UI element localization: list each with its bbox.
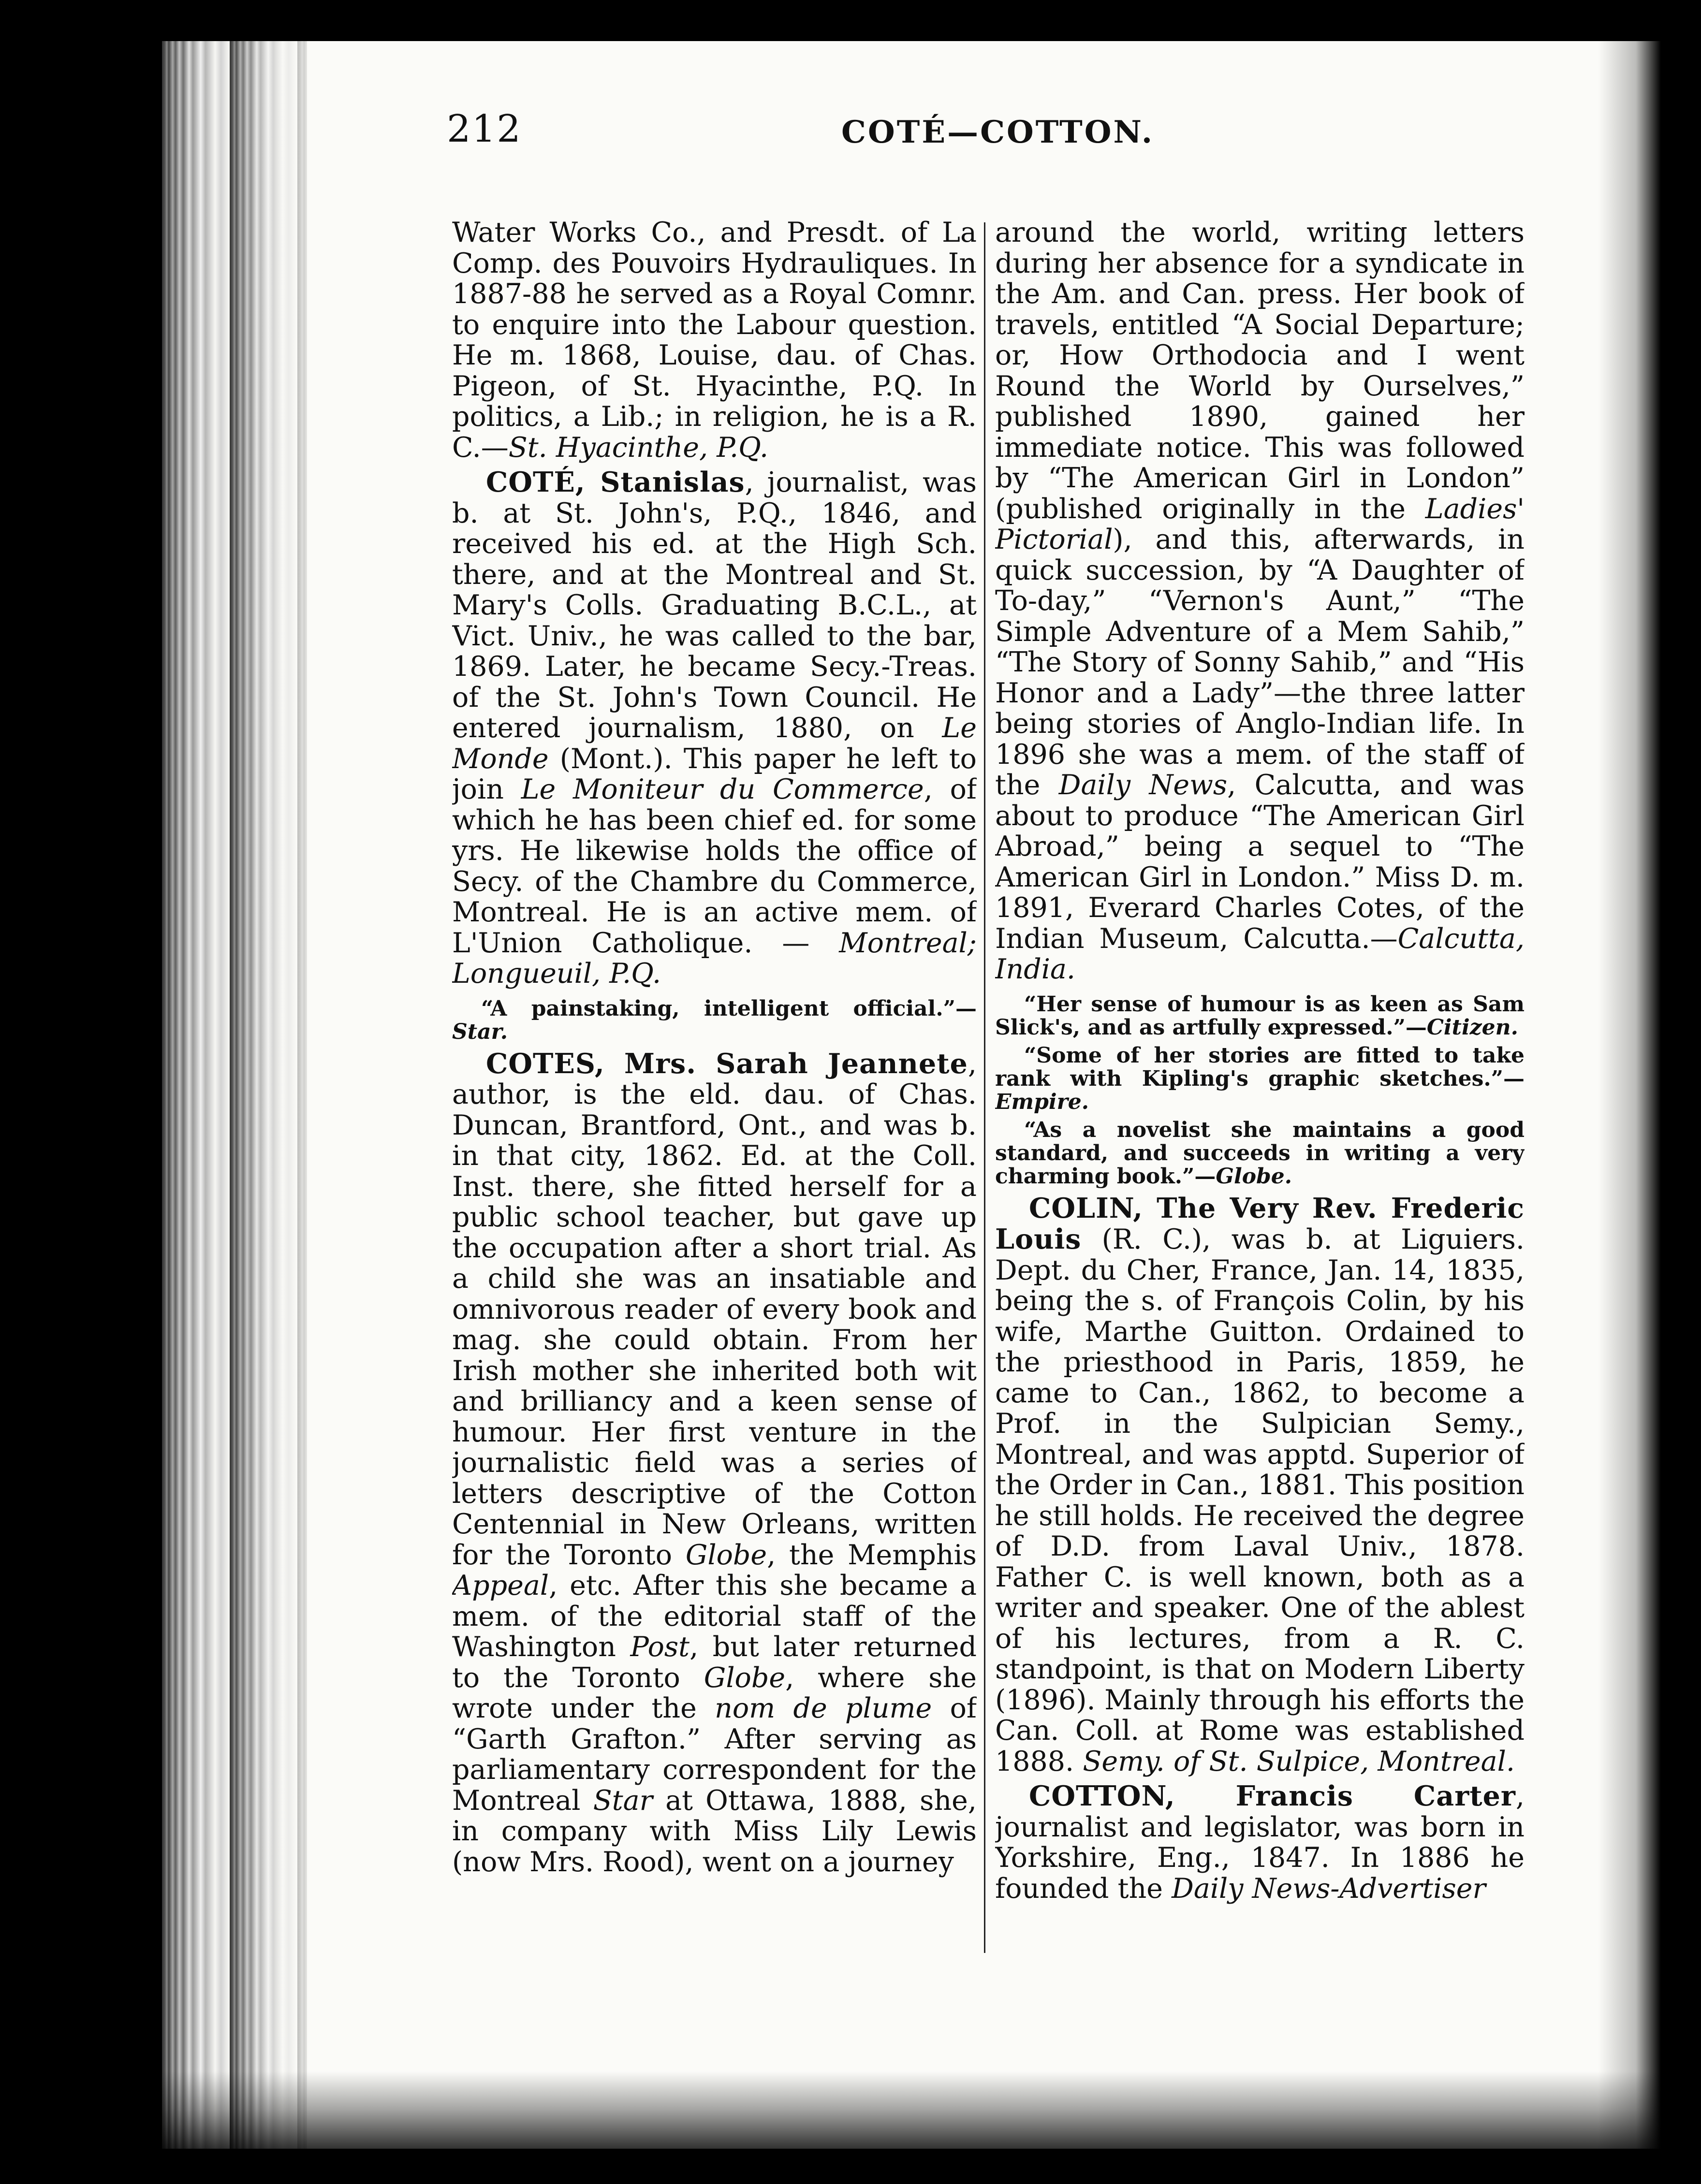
press-quote: “Her sense of humour is as keen as Sam Slick's, and as artfully expressed.”—Citizen. bbox=[995, 991, 1525, 1040]
entry-colin-frederic: COLIN, The Very Rev. Frederic Louis (R. C.), was b. at Liguiers. Dept. du Cher, France, Jan. 14, 1835, being the s. of François Colin, by his wife, Marthe Guitton. Ordained to the priesthood in Paris, 1859, he came to Can., 1862, to become a Prof. in the Sulpician Semy., Montreal, and was apptd. Superior of the Order in Can., 1881. This position he still holds. He received the degree of D.D. from Laval Univ., 1878. Father C. is well known, both as a writer and speaker. One of the ablest of his lectures, from a R. C. standpoint, is that on Modern Liberty (1896). Mainly through his efforts the Can. Coll. at Rome was established 1888. Semy. of St. Sulpice, Montreal. bbox=[995, 1192, 1525, 1777]
column-divider bbox=[984, 222, 985, 1953]
entry-headword: COLIN, The Very Rev. Frederic Louis bbox=[995, 1192, 1525, 1255]
place-reference: St. Hyacinthe, P.Q. bbox=[508, 431, 769, 464]
entry-headword: COTES, Mrs. Sarah Jeannete bbox=[486, 1047, 968, 1080]
right-column bbox=[995, 218, 1525, 1958]
place-reference: Calcutta, India. bbox=[995, 922, 1525, 985]
place-reference: Montreal; Longueuil, P.Q. bbox=[452, 927, 977, 990]
press-quote: “A painstaking, intelligent official.”—Star. bbox=[452, 996, 977, 1044]
press-quote: “Some of her stories are fitted to take rank with Kipling's graphic sketches.”—Empire. bbox=[995, 1043, 1525, 1114]
entry-headword: COTÉ, Stanislas bbox=[486, 466, 745, 498]
continued-entry-paragraph: Water Works Co., and Presdt. of La Comp. des Pouvoirs Hydrauliques. In 1887-88 he served as a Royal Comnr. to enquire into the Labour question. He m. 1868, Louise, dau. of Chas. Pigeon, of St. Hyacinthe, P.Q. In politics, a Lib.; in religion, he is a R. C.—St. Hyacinthe, P.Q. bbox=[452, 218, 977, 464]
entry-cotton-francis: COTTON, Francis Carter, journalist and legislator, was born in Yorkshire, Eng., 1847. In 1886 he founded the Daily News-Advertiser bbox=[995, 1780, 1525, 1905]
continued-entry-paragraph: around the world, writing letters during her absence for a syndicate in the Am. and Can. press. Her book of travels, entitled “A Social Departure; or, How Orthodocia and I went Round the World by Ourselves,” published 1890, gained her immediate notice. This was followed by “The American Girl in London” (published originally in the Ladies' Pictorial), and this, afterwards, in quick succession, by “A Daughter of To-day,” “Vernon's Aunt,” “The Simple Adventure of a Mem Sahib,” “The Story of Sonny Sahib,” and “His Honor and a Lady”—the three latter being stories of Anglo-Indian life. In 1896 she was a mem. of the staff of the Daily News, Calcutta, and was about to produce “The American Girl Abroad,” being a sequel to “The American Girl in London.” Miss D. m. 1891, Everard Charles Cotes, of the Indian Museum, Calcutta.—Calcutta, India. bbox=[995, 218, 1525, 985]
binding-fade bbox=[230, 41, 326, 2149]
place-reference: Semy. of St. Sulpice, Montreal. bbox=[1083, 1745, 1515, 1777]
entry-cotes-sarah: COTES, Mrs. Sarah Jeannete, author, is the eld. dau. of Chas. Duncan, Brantford, Ont., and was b. in that city, 1862. Ed. at the Coll. Inst. there, she fitted herself for a public school teacher, but gave up the occupation after a short trial. As a child she was an insatiable and omnivorous reader of every book and mag. she could obtain. From her Irish mother she inherited both wit and brilliancy and a keen sense of humour. Her first venture in the journalistic field was a series of letters descriptive of the Cotton Centennial in New Orleans, written for the Toronto Globe, the Memphis Appeal, etc. After this she became a mem. of the editorial staff of the Washington Post, but later returned to the Toronto Globe, where she wrote under the nom de plume of “Garth Grafton.” After serving as parliamentary correspondent for the Montreal Star at Ottawa, 1888, she, in company with Miss Lily Lewis (now Mrs. Rood), went on a journey bbox=[452, 1047, 977, 1878]
page-bottom-edge bbox=[162, 2071, 1661, 2149]
entry-cote-stanislas: COTÉ, Stanislas, journalist, was b. at St. John's, P.Q., 1846, and received his ed. at the High Sch. there, and at the Montreal and St. Mary's Colls. Graduating B.C.L., at Vict. Univ., he was called to the bar, 1869. Later, he became Secy.-Treas. of the St. John's Town Council. He entered journalism, 1880, on Le Monde (Mont.). This paper he left to join Le Moniteur du Commerce, of which he has been chief ed. for some yrs. He likewise holds the office of Secy. of the Chambre du Commerce, Montreal. He is an active mem. of L'Union Catholique. — Montreal; Longueuil, P.Q. bbox=[452, 466, 977, 990]
page-number: 212 bbox=[447, 107, 522, 151]
page-right-edge bbox=[1598, 41, 1661, 2149]
press-quote: “As a novelist she maintains a good standard, and succeeds in writing a very charming book.”—Globe. bbox=[995, 1117, 1525, 1189]
running-head: COTÉ—COTTON. bbox=[841, 114, 1155, 150]
entry-headword: COTTON, Francis Carter bbox=[1029, 1780, 1516, 1812]
left-column bbox=[452, 218, 977, 1958]
